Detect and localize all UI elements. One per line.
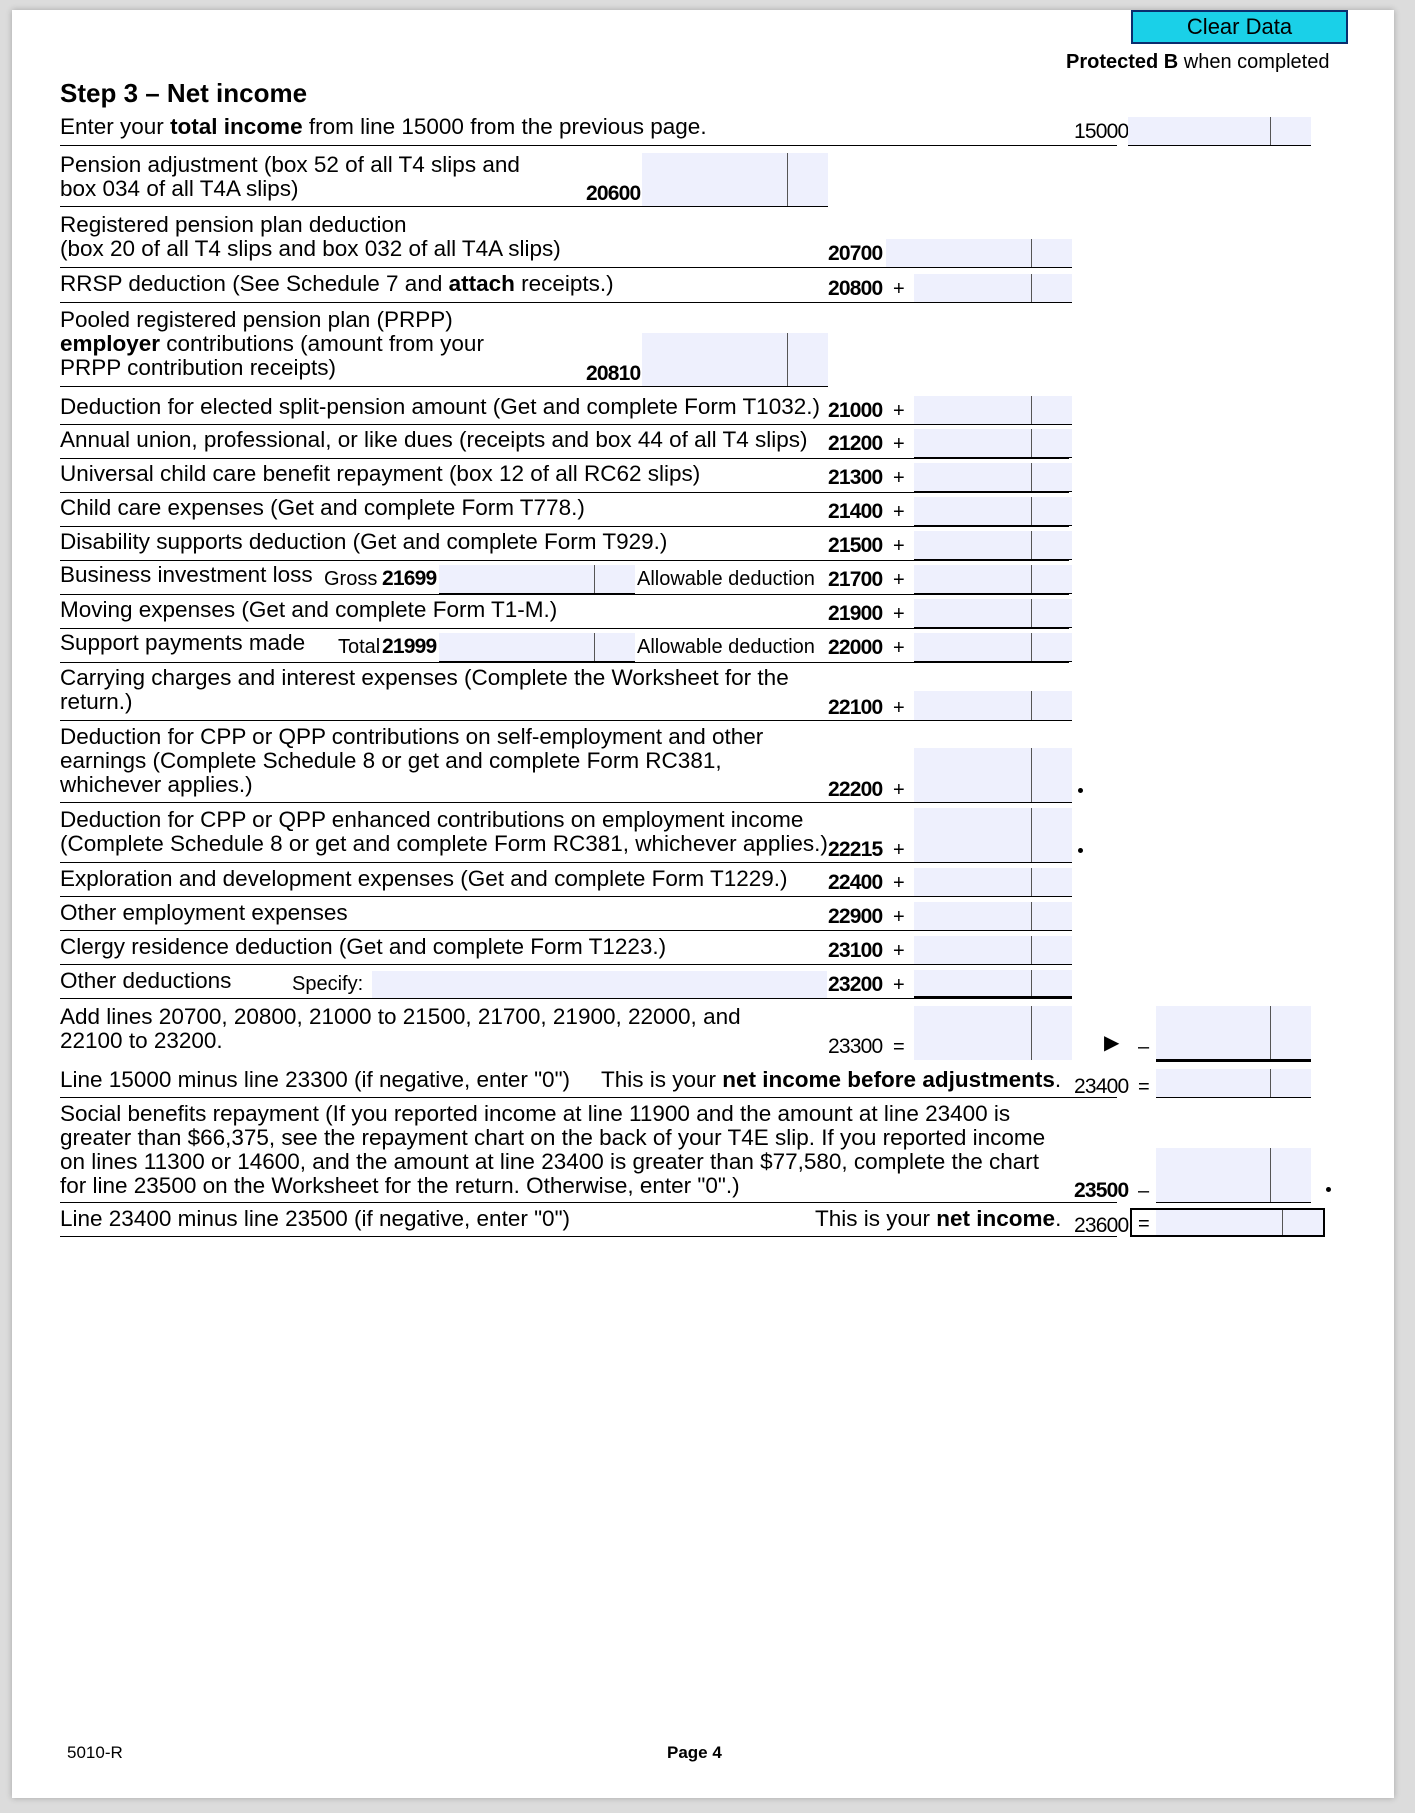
line-21999-total-label: Total [338,636,381,658]
line-15000-field[interactable] [1128,117,1311,146]
line-21700-field[interactable] [914,565,1072,594]
line-22200-marker-dot [1078,788,1083,793]
line-21699-gross-label: Gross [324,568,378,590]
line-23500-code: 23500 [1074,1179,1129,1202]
line-21700-rule [60,594,1069,595]
line-22215-marker-dot [1078,848,1083,853]
line-22215-plus: + [893,839,905,861]
line-21300-plus: + [893,467,905,489]
line-21000-field[interactable] [914,396,1072,425]
line-22200-label-3: whichever applies.) [60,772,253,797]
line-21400-field[interactable] [914,497,1072,526]
carry-arrow-icon: ▶ [1104,1032,1120,1054]
line-21000-plus: + [893,400,905,422]
line-23500-minus: – [1138,1180,1150,1202]
line-21500-code: 21500 [828,534,883,557]
line-23500-label-3: on lines 11300 or 14600, and the amount at line 23400 is greater than $77,580, complete the chart [60,1149,1040,1174]
line-23600-equals: = [1138,1213,1150,1235]
line-21400-label: Child care expenses (Get and complete Form T778.) [60,495,585,520]
line-23600-rule [60,1236,1117,1237]
line-22400-plus: + [893,872,905,894]
line-15000-rule [60,145,1117,146]
line-23200-plus: + [893,974,905,996]
line-23200-label: Other deductions [60,968,232,993]
line-23600-code: 23600 [1074,1214,1129,1237]
form-page [12,10,1394,1798]
line-23300-field[interactable] [914,1006,1072,1060]
line-21000-code: 21000 [828,399,883,422]
line-20810-label-3: PRPP contribution receipts) [60,355,336,380]
line-21400-rule [60,526,1069,527]
line-20810-label-2: employer contributions (amount from your [60,331,484,356]
form-id: 5010-R [67,1743,123,1762]
clear-data-button[interactable]: Clear Data [1131,10,1348,44]
line-22000-allowable-label: Allowable deduction [637,636,815,658]
line-23100-field[interactable] [914,936,1072,965]
line-21500-rule [60,560,1069,561]
line-21300-field[interactable] [914,463,1072,492]
line-20800-label: RRSP deduction (See Schedule 7 and attach receipts.) [60,271,614,296]
line-21900-rule [60,628,1069,629]
line-23400-note: This is your net income before adjustments. [601,1067,1062,1092]
line-22200-plus: + [893,779,905,801]
line-21700-plus: + [893,569,905,591]
line-21500-field[interactable] [914,531,1072,560]
line-22900-field[interactable] [914,902,1072,931]
page-number: Page 4 [667,1743,722,1762]
line-20700-field[interactable] [886,239,1072,268]
line-23300-label-1: Add lines 20700, 20800, 21000 to 21500, 21700, 21900, 22000, and [60,1004,741,1029]
line-21300-code: 21300 [828,466,883,489]
line-22100-field[interactable] [914,691,1072,721]
line-21900-label: Moving expenses (Get and complete Form T1-M.) [60,597,558,622]
line-21200-field[interactable] [914,429,1072,458]
line-22000-plus: + [893,637,905,659]
line-22100-label-2: return.) [60,689,133,714]
line-21400-code: 21400 [828,500,883,523]
line-22900-label: Other employment expenses [60,900,348,925]
line-22400-code: 22400 [828,871,883,894]
line-23500-label-4: for line 23500 on the Worksheet for the return. Otherwise, enter "0".) [60,1173,740,1198]
line-22100-code: 22100 [828,696,883,719]
line-22215-field[interactable] [914,808,1072,863]
line-23300-code: 23300 [828,1035,883,1058]
line-21900-code: 21900 [828,602,883,625]
line-23200-specify-input[interactable] [372,971,827,998]
line-21700-code: 21700 [828,568,883,591]
line-23200-specify-label: Specify: [292,973,364,995]
line-20700-label-2: (box 20 of all T4 slips and box 032 of all T4A slips) [60,236,561,261]
line-23500-rule [60,1202,1117,1203]
line-21500-label: Disability supports deduction (Get and complete Form T929.) [60,529,668,554]
line-22200-code: 22200 [828,778,883,801]
line-23100-plus: + [893,940,905,962]
line-21200-rule [60,458,1069,459]
line-21699-code: 21699 [382,567,437,590]
line-23600-field[interactable] [1156,1210,1323,1235]
line-21700-allowable-label: Allowable deduction [637,568,815,590]
line-21699-field[interactable] [439,565,635,594]
line-21300-label: Universal child care benefit repayment (box 12 of all RC62 slips) [60,461,701,486]
line-23500-label-2: greater than $66,375, see the repayment chart on the back of your T4E slip. If you reported income [60,1125,1046,1150]
line-22400-label: Exploration and development expenses (Get and complete Form T1229.) [60,866,788,891]
line-23300-minus: – [1138,1036,1150,1058]
line-22900-code: 22900 [828,905,883,928]
line-20800-field[interactable] [914,274,1072,303]
line-23600-note: This is your net income. [815,1206,1062,1231]
line-21200-plus: + [893,433,905,455]
line-20700-label-1: Registered pension plan deduction [60,212,407,237]
line-23300-carry-field[interactable] [1156,1006,1311,1062]
line-20600-code: 20600 [586,182,641,205]
line-22400-field[interactable] [914,868,1072,897]
line-22000-label: Support payments made [60,630,306,655]
line-21300-rule [60,492,1069,493]
line-21999-code: 21999 [382,635,437,658]
line-15000-code: 15000 [1074,120,1129,143]
line-22000-code: 22000 [828,636,883,659]
line-22100-plus: + [893,697,905,719]
line-15000-label: Enter your total income from line 15000 from the previous page. [60,114,707,139]
line-20600-label-1: Pension adjustment (box 52 of all T4 slips and [60,152,520,177]
line-23500-field[interactable] [1156,1148,1311,1203]
line-23500-marker-dot [1326,1187,1331,1192]
line-22200-label-2: earnings (Complete Schedule 8 or get and complete Form RC381, [60,748,722,773]
line-23200-field[interactable] [914,970,1072,999]
line-22000-rule [60,662,1069,663]
section-title: Step 3 – Net income [60,78,308,108]
line-21000-label: Deduction for elected split-pension amount (Get and complete Form T1032.) [60,394,820,419]
line-21900-field[interactable] [914,599,1072,628]
line-21200-code: 21200 [828,432,883,455]
line-21900-plus: + [893,603,905,625]
line-22200-label-1: Deduction for CPP or QPP contributions on self-employment and other [60,724,764,749]
line-20700-code: 20700 [828,242,883,265]
line-22215-label-2: (Complete Schedule 8 or get and complete Form RC381, whichever applies.) [60,831,828,856]
line-20810-code: 20810 [586,362,641,385]
line-22100-label-1: Carrying charges and interest expenses (Complete the Worksheet for the [60,665,789,690]
line-22200-field[interactable] [914,748,1072,803]
protected-b-notice: Protected B when completed [1066,51,1330,73]
line-20810-label-1: Pooled registered pension plan (PRPP) [60,307,453,332]
line-23400-equals: = [1138,1076,1150,1098]
line-21400-plus: + [893,501,905,523]
line-20810-field[interactable] [642,333,828,387]
line-22215-code: 22215 [828,838,883,861]
line-23100-label: Clergy residence deduction (Get and complete Form T1223.) [60,934,667,959]
line-23400-field[interactable] [1156,1069,1311,1098]
line-21700-label: Business investment loss [60,562,313,587]
line-20600-field[interactable] [642,153,828,207]
line-23600-label: Line 23400 minus line 23500 (if negative, enter "0") [60,1206,571,1231]
line-23300-equals: = [893,1036,905,1058]
line-23200-code: 23200 [828,973,883,996]
line-20800-code: 20800 [828,277,883,300]
line-21200-label: Annual union, professional, or like dues (receipts and box 44 of all T4 slips) [60,427,808,452]
line-23400-code: 23400 [1074,1075,1129,1098]
line-21500-plus: + [893,535,905,557]
line-22000-field[interactable] [914,633,1072,662]
line-23500-label-1: Social benefits repayment (If you reported income at line 11900 and the amount at line 23400 is [60,1101,1011,1126]
line-22215-label-1: Deduction for CPP or QPP enhanced contributions on employment income [60,807,804,832]
line-23400-label: Line 15000 minus line 23300 (if negative, enter "0") [60,1067,571,1092]
line-20600-label-2: box 034 of all T4A slips) [60,176,299,201]
line-22900-plus: + [893,906,905,928]
line-21999-field[interactable] [439,633,635,662]
line-23400-rule [60,1097,1117,1098]
line-23300-label-2: 22100 to 23200. [60,1028,223,1053]
line-20800-plus: + [893,278,905,300]
line-23100-code: 23100 [828,939,883,962]
